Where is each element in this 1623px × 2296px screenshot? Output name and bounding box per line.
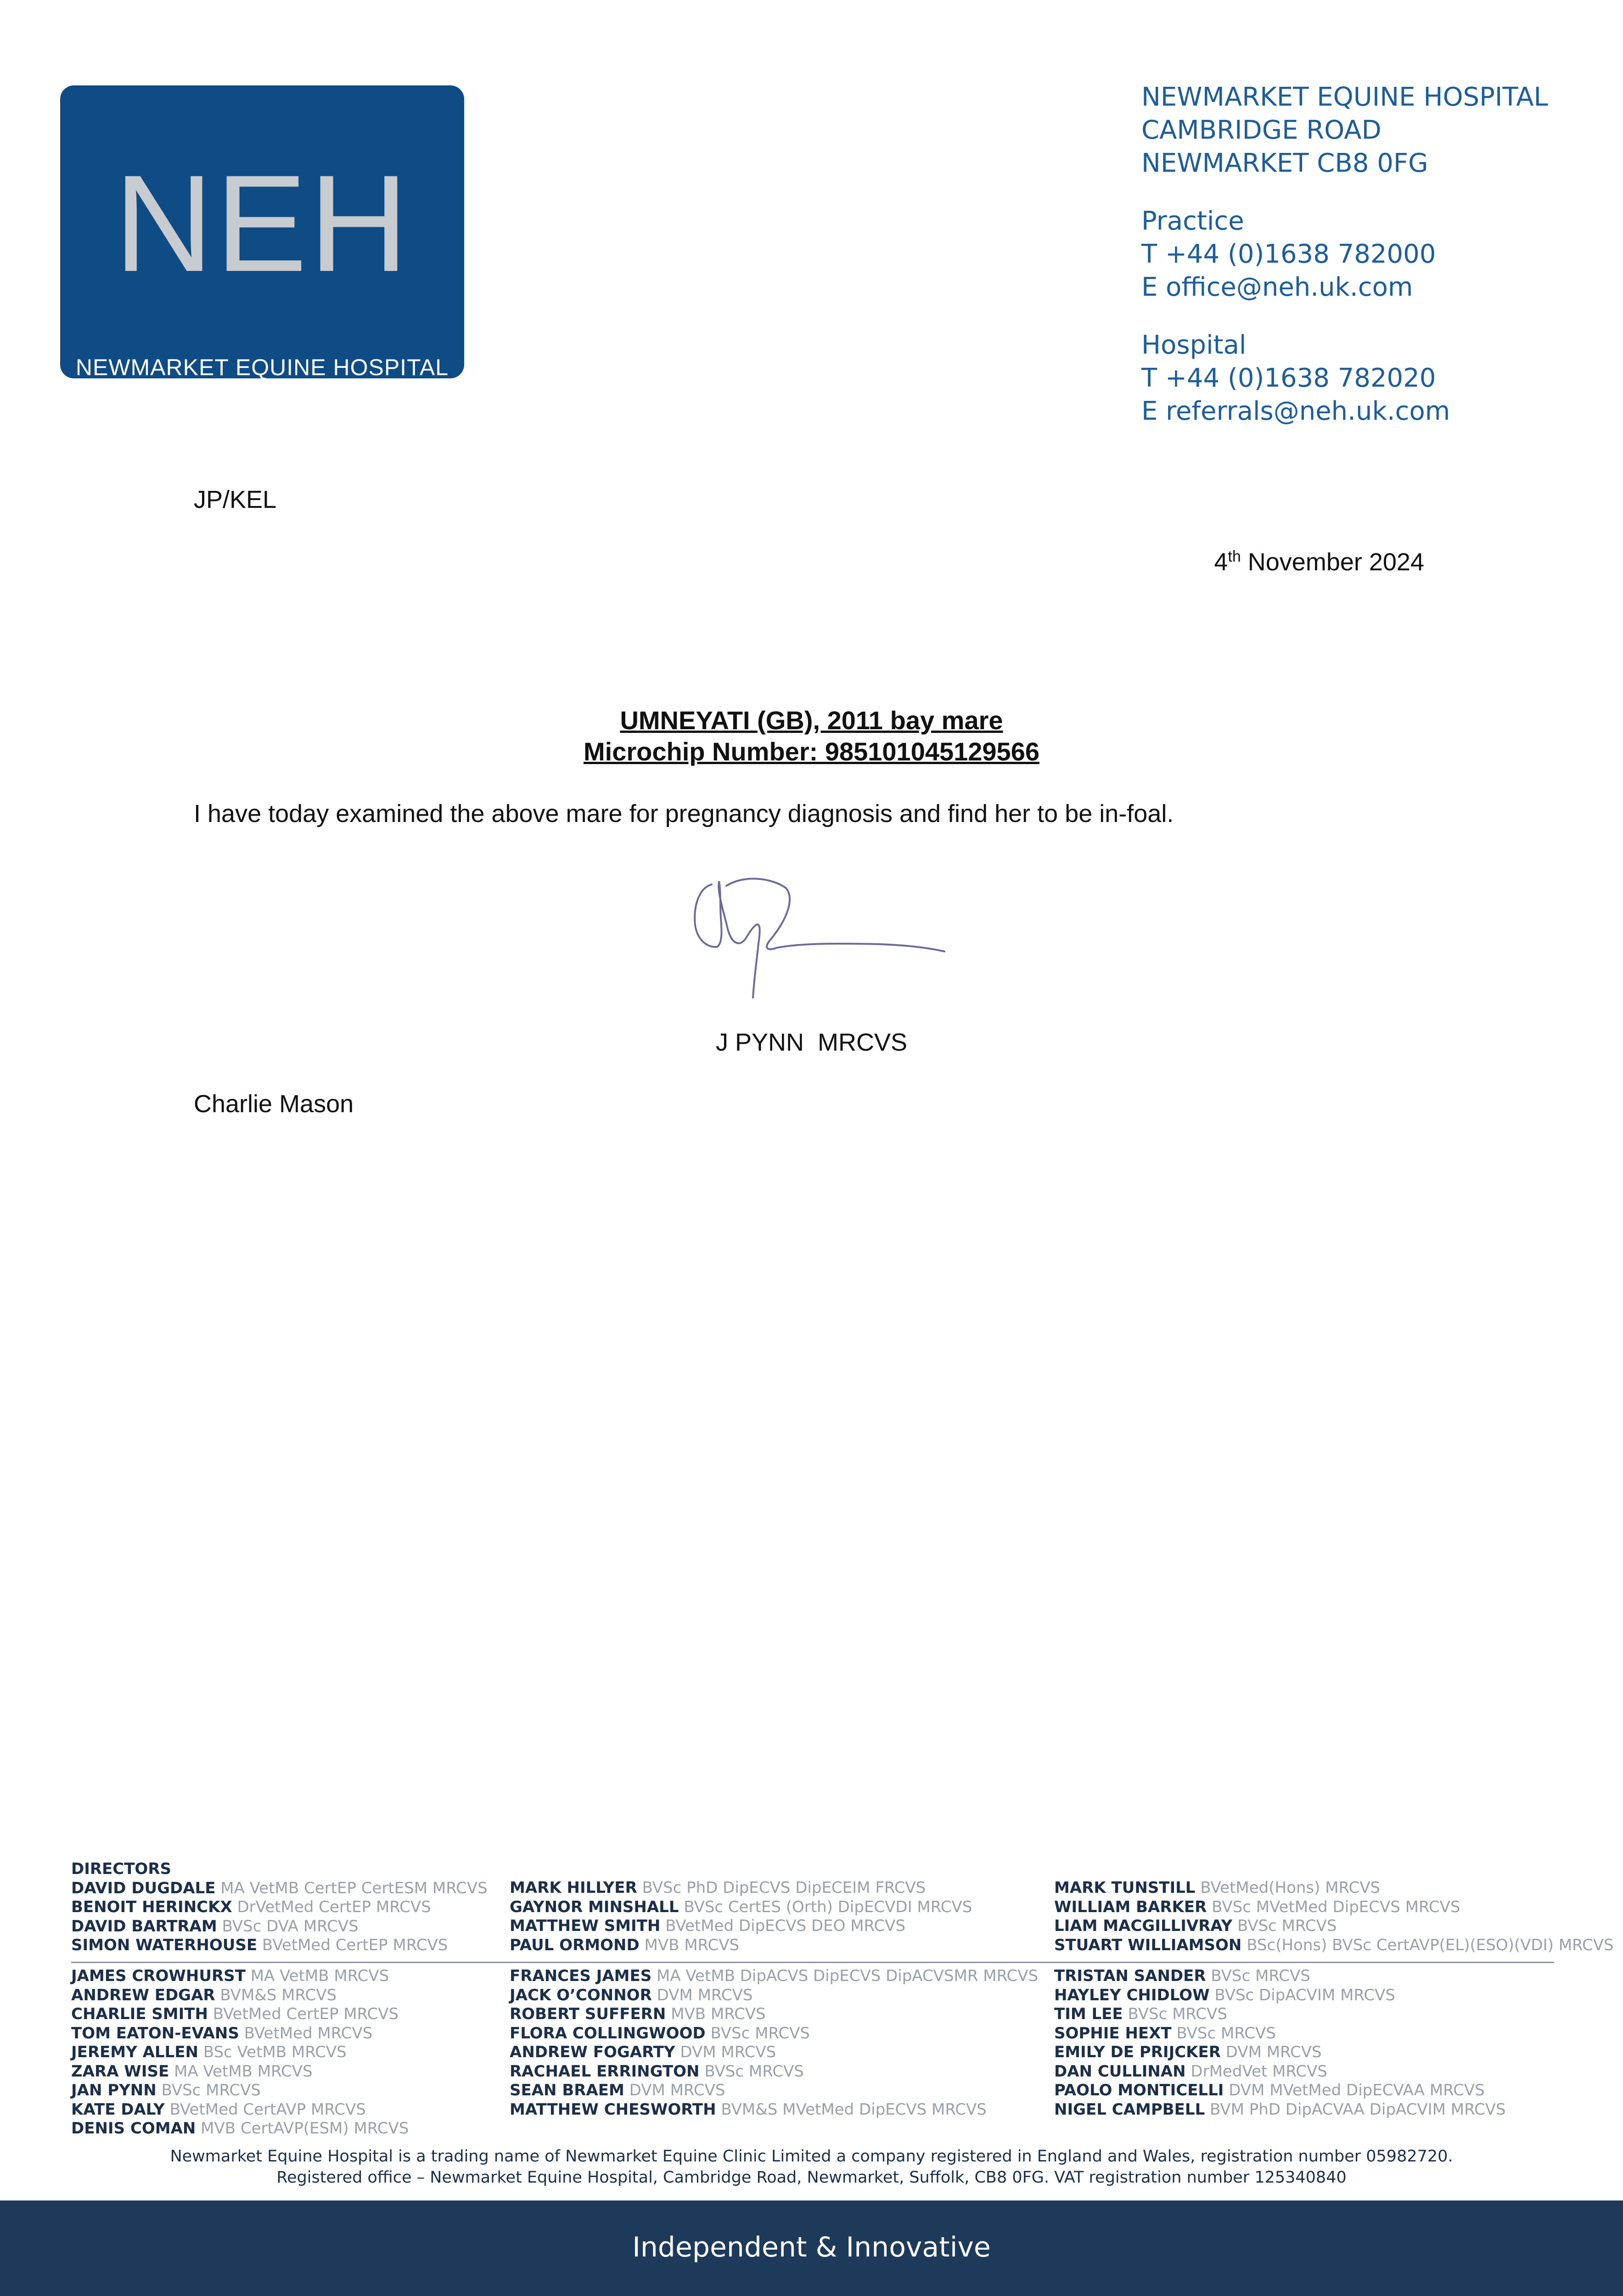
staff-name: KATE DALY bbox=[71, 2100, 165, 2119]
staff-entry bbox=[71, 1986, 409, 2005]
staff-name: MATTHEW SMITH bbox=[510, 1917, 661, 1935]
staff-name: PAUL ORMOND bbox=[510, 1936, 640, 1954]
signatory-name: J PYNN MRCVS bbox=[715, 1029, 908, 1056]
staff-entry bbox=[510, 1879, 972, 1898]
directors-column-3 bbox=[1054, 1879, 1614, 1955]
staff-name: DAN CULLINAN bbox=[1054, 2062, 1186, 2081]
staff-entry bbox=[1054, 2100, 1506, 2120]
staff-qualifications: BVSc MRCVS bbox=[161, 2081, 261, 2099]
staff-entry bbox=[1054, 1936, 1614, 1955]
staff-entry bbox=[71, 1898, 488, 1917]
staff-entry bbox=[1054, 1986, 1506, 2005]
staff-qualifications: BVSc MRCVS bbox=[1176, 2024, 1276, 2043]
staff-name: SOPHIE HEXT bbox=[1054, 2024, 1172, 2043]
practice-label: Practice bbox=[1141, 206, 1244, 236]
horse-heading: UMNEYATI (GB), 2011 bay mare bbox=[620, 706, 1003, 735]
practice-contact bbox=[1141, 205, 1436, 304]
hospital-email: E referrals@neh.uk.com bbox=[1141, 396, 1450, 426]
logo-mark: NEH bbox=[114, 146, 410, 300]
staff-qualifications: MVB MRCVS bbox=[671, 2005, 766, 2023]
logo-name: NEWMARKET EQUINE HOSPITAL bbox=[75, 355, 449, 380]
staff-entry bbox=[71, 2119, 409, 2138]
hospital-label: Hospital bbox=[1141, 330, 1247, 360]
staff-name: DAVID DUGDALE bbox=[71, 1879, 216, 1897]
staff-entry bbox=[510, 2062, 1038, 2082]
staff-qualifications: DrVetMed CertEP MRCVS bbox=[237, 1898, 431, 1916]
hospital-address bbox=[1141, 81, 1548, 180]
signature-image bbox=[685, 874, 947, 998]
registered-office: Registered office – Newmarket Equine Hospital, Cambridge Road, Newmarket, Suffolk, CB8 0FG. VAT registration number 125340840 bbox=[276, 2168, 1347, 2187]
staff-qualifications: MVB CertAVP(ESM) MRCVS bbox=[201, 2119, 409, 2138]
staff-entry bbox=[71, 1879, 488, 1898]
staff-qualifications: DrMedVet MRCVS bbox=[1191, 2062, 1327, 2081]
company-registration: Newmarket Equine Hospital is a trading name of Newmarket Equine Clinic Limited a company registered in England and Wales, registration number 05982720. bbox=[170, 2147, 1453, 2166]
staff-qualifications: BVetMed(Hons) MRCVS bbox=[1200, 1879, 1381, 1897]
staff-column-1 bbox=[71, 1967, 409, 2138]
staff-entry bbox=[1054, 1879, 1614, 1898]
staff-qualifications: MA VetMB DipACVS DipECVS DipACVSMR MRCVS bbox=[657, 1967, 1039, 1985]
staff-qualifications: BVM&S MVetMed DipECVS MRCVS bbox=[721, 2100, 987, 2119]
staff-qualifications: BVSc MRCVS bbox=[1237, 1917, 1337, 1935]
staff-qualifications: BVSc DVA MRCVS bbox=[222, 1917, 359, 1936]
address-line: CAMBRIDGE ROAD bbox=[1141, 115, 1382, 145]
address-line: NEWMARKET CB8 0FG bbox=[1141, 148, 1428, 178]
staff-entry bbox=[1054, 2043, 1506, 2062]
staff-qualifications: BVSc MRCVS bbox=[710, 2024, 810, 2043]
staff-qualifications: BVetMed CertEP MRCVS bbox=[262, 1936, 448, 1954]
staff-qualifications: DVM MVetMed DipECVAA MRCVS bbox=[1229, 2081, 1485, 2099]
practice-email: E office@neh.uk.com bbox=[1141, 272, 1413, 302]
staff-entry bbox=[71, 1917, 488, 1936]
hospital-contact bbox=[1141, 329, 1450, 428]
staff-entry bbox=[71, 1967, 409, 1986]
staff-name: EMILY DE PRIJCKER bbox=[1054, 2043, 1221, 2061]
staff-name: JACK O’CONNOR bbox=[510, 1986, 652, 2004]
staff-entry bbox=[71, 2005, 409, 2024]
staff-entry bbox=[1054, 2005, 1506, 2024]
staff-name: JAMES CROWHURST bbox=[71, 1967, 246, 1985]
staff-name: TRISTAN SANDER bbox=[1054, 1967, 1206, 1985]
tagline: Independent & Innovative bbox=[632, 2231, 991, 2263]
staff-name: JAN PYNN bbox=[71, 2081, 157, 2099]
directors-column-1 bbox=[71, 1860, 488, 1955]
staff-qualifications: BVSc MRCVS bbox=[704, 2062, 804, 2081]
staff-entry bbox=[71, 2024, 409, 2043]
staff-name: MATTHEW CHESWORTH bbox=[510, 2100, 716, 2119]
staff-qualifications: DVM MRCVS bbox=[680, 2043, 776, 2061]
staff-qualifications: BVetMed CertEP MRCVS bbox=[213, 2005, 399, 2023]
staff-name: JEREMY ALLEN bbox=[71, 2043, 198, 2061]
staff-name: GAYNOR MINSHALL bbox=[510, 1897, 679, 1916]
neh-logo bbox=[60, 85, 464, 378]
staff-name: ZARA WISE bbox=[71, 2062, 169, 2081]
directors-column-2 bbox=[510, 1879, 972, 1955]
footer-banner bbox=[0, 2200, 1623, 2296]
staff-name: DENIS COMAN bbox=[71, 2119, 196, 2138]
staff-name: FRANCES JAMES bbox=[510, 1967, 652, 1985]
staff-qualifications: DVM MRCVS bbox=[629, 2081, 725, 2099]
staff-qualifications: BVetMed CertAVP MRCVS bbox=[169, 2100, 366, 2119]
staff-qualifications: BVSc PhD DipECVS DipECEIM FRCVS bbox=[642, 1879, 926, 1897]
staff-name: TOM EATON-EVANS bbox=[71, 2024, 239, 2043]
staff-name: ANDREW FOGARTY bbox=[510, 2043, 675, 2061]
staff-qualifications: MA VetMB MRCVS bbox=[250, 1967, 389, 1985]
staff-qualifications: MA VetMB MRCVS bbox=[174, 2062, 313, 2081]
staff-name: HAYLEY CHIDLOW bbox=[1054, 1986, 1210, 2004]
staff-column-2 bbox=[510, 1967, 1038, 2119]
microchip-heading: Microchip Number: 985101045129566 bbox=[584, 737, 1039, 766]
staff-qualifications: BSc VetMB MRCVS bbox=[203, 2043, 347, 2061]
date-month-year: November 2024 bbox=[1241, 548, 1424, 576]
staff-entry bbox=[510, 2024, 1038, 2043]
staff-entry bbox=[510, 1917, 972, 1936]
staff-entry bbox=[510, 1936, 972, 1955]
staff-qualifications: BVM PhD DipACVAA DipACVIM MRCVS bbox=[1210, 2100, 1506, 2119]
staff-column-3 bbox=[1054, 1967, 1506, 2119]
staff-entry bbox=[1054, 1917, 1614, 1936]
staff-qualifications: MA VetMB CertEP CertESM MRCVS bbox=[220, 1879, 488, 1897]
staff-qualifications: MVB MRCVS bbox=[644, 1936, 740, 1954]
letter-reference: JP/KEL bbox=[194, 486, 277, 513]
staff-qualifications: BVSc MRCVS bbox=[1211, 1967, 1310, 1985]
hospital-telephone: T +44 (0)1638 782020 bbox=[1141, 363, 1436, 393]
practice-telephone: T +44 (0)1638 782000 bbox=[1141, 239, 1436, 269]
staff-qualifications: BVSc MVetMed DipECVS MRCVS bbox=[1212, 1897, 1460, 1916]
staff-name: NIGEL CAMPBELL bbox=[1054, 2100, 1205, 2119]
staff-entry bbox=[1054, 2081, 1506, 2100]
letter-date bbox=[1214, 547, 1424, 577]
staff-entry bbox=[1054, 2062, 1506, 2082]
staff-entry bbox=[71, 1936, 488, 1955]
staff-qualifications: BSc(Hons) BVSc CertAVP(EL)(ESO)(VDI) MRCVS bbox=[1247, 1936, 1614, 1954]
staff-name: ROBERT SUFFERN bbox=[510, 2005, 666, 2023]
date-suffix: th bbox=[1228, 548, 1241, 565]
staff-name: DAVID BARTRAM bbox=[71, 1917, 217, 1936]
footer-divider bbox=[71, 1962, 1554, 1963]
staff-entry bbox=[510, 2100, 1038, 2120]
staff-name: ANDREW EDGAR bbox=[71, 1986, 215, 2004]
address-line: NEWMARKET EQUINE HOSPITAL bbox=[1141, 82, 1548, 112]
recipient-name: Charlie Mason bbox=[194, 1090, 354, 1118]
staff-entry bbox=[71, 2043, 409, 2062]
staff-entry bbox=[1054, 1898, 1614, 1917]
staff-name: MARK TUNSTILL bbox=[1054, 1879, 1196, 1897]
staff-entry bbox=[1054, 1967, 1506, 1986]
staff-name: PAOLO MONTICELLI bbox=[1054, 2081, 1224, 2099]
staff-name: LIAM MACGILLIVRAY bbox=[1054, 1917, 1233, 1935]
staff-entry bbox=[71, 2062, 409, 2082]
staff-qualifications: BVM&S MRCVS bbox=[220, 1986, 337, 2004]
staff-name: SEAN BRAEM bbox=[510, 2081, 624, 2099]
staff-entry bbox=[510, 1986, 1038, 2005]
staff-entry bbox=[510, 1898, 972, 1917]
date-day: 4 bbox=[1214, 548, 1228, 576]
staff-qualifications: DVM MRCVS bbox=[657, 1986, 753, 2004]
staff-qualifications: BVetMed DipECVS DEO MRCVS bbox=[665, 1917, 906, 1935]
staff-name: BENOIT HERINCKX bbox=[71, 1898, 232, 1916]
staff-name: STUART WILLIAMSON bbox=[1054, 1936, 1242, 1954]
staff-qualifications: BVSc CertES (Orth) DipECVDI MRCVS bbox=[684, 1897, 972, 1916]
staff-entry bbox=[510, 2043, 1038, 2062]
staff-qualifications: BVSc MRCVS bbox=[1128, 2005, 1227, 2023]
staff-name: WILLIAM BARKER bbox=[1054, 1897, 1207, 1916]
staff-qualifications: BVetMed MRCVS bbox=[244, 2024, 373, 2043]
examination-statement: I have today examined the above mare for pregnancy diagnosis and find her to be in-foal. bbox=[194, 800, 1174, 827]
staff-qualifications: BVSc DipACVIM MRCVS bbox=[1214, 1986, 1395, 2004]
staff-entry bbox=[71, 2100, 409, 2120]
staff-name: TIM LEE bbox=[1054, 2005, 1123, 2023]
staff-entry bbox=[510, 2005, 1038, 2024]
staff-name: CHARLIE SMITH bbox=[71, 2005, 208, 2023]
staff-name: SIMON WATERHOUSE bbox=[71, 1936, 258, 1954]
staff-entry bbox=[510, 2081, 1038, 2100]
staff-qualifications: DVM MRCVS bbox=[1225, 2043, 1322, 2061]
staff-name: MARK HILLYER bbox=[510, 1879, 637, 1897]
staff-entry bbox=[71, 2081, 409, 2100]
staff-name: RACHAEL ERRINGTON bbox=[510, 2062, 700, 2081]
staff-entry bbox=[1054, 2024, 1506, 2043]
staff-name: FLORA COLLINGWOOD bbox=[510, 2024, 706, 2043]
directors-label: DIRECTORS bbox=[71, 1860, 171, 1878]
staff-entry bbox=[510, 1967, 1038, 1986]
